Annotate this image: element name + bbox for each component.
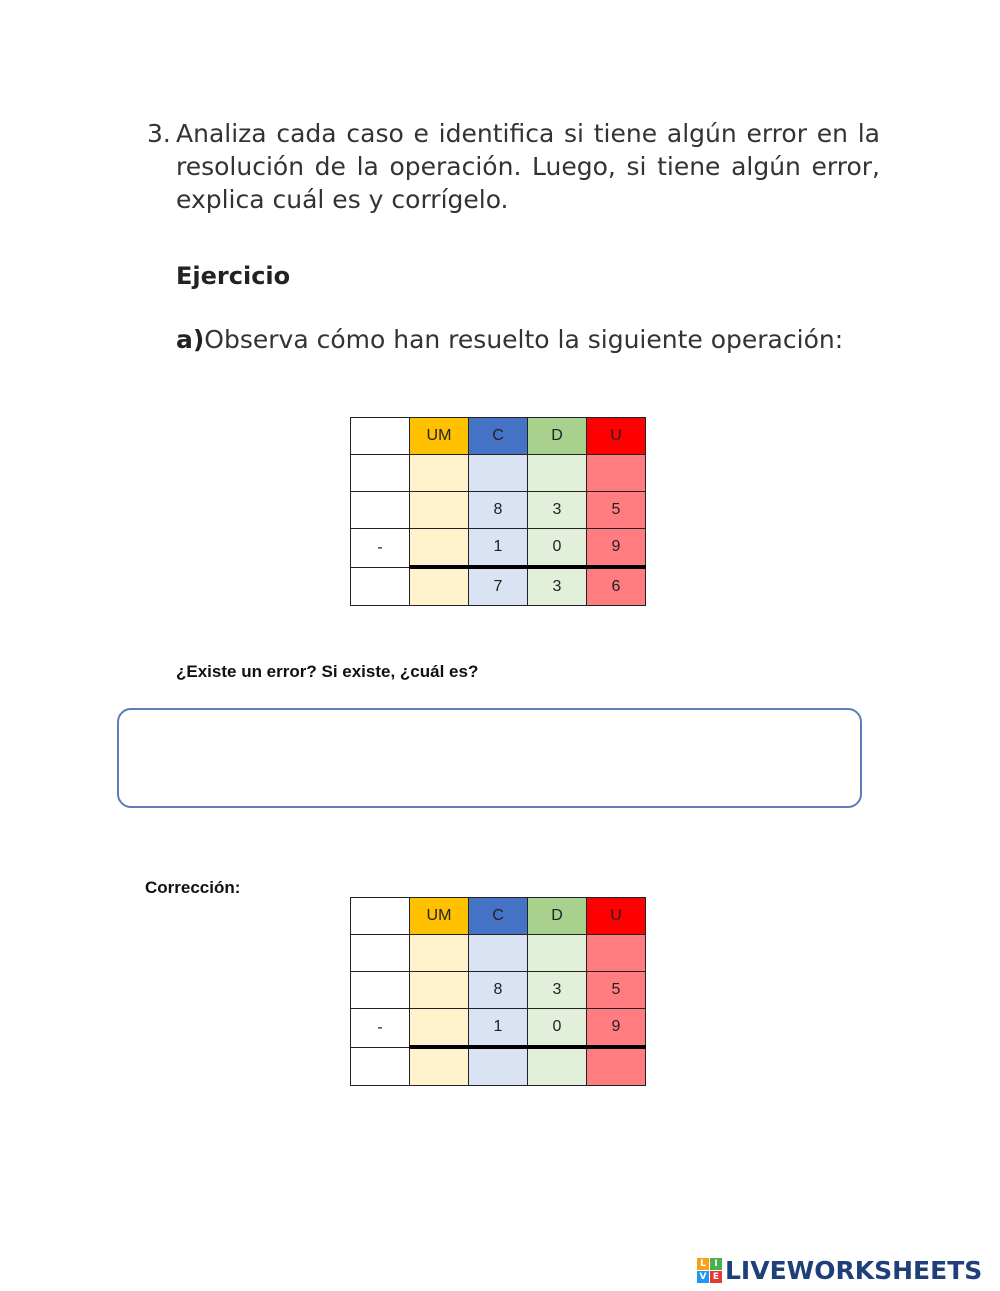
table-cell: 3: [528, 972, 587, 1009]
header-cell: [351, 418, 410, 455]
part-text: Observa cómo han resuelto la siguiente operación:: [204, 325, 844, 354]
part-prompt: [176, 325, 843, 354]
table-cell: [469, 455, 528, 492]
table-cell: [528, 455, 587, 492]
table-cell: [410, 529, 469, 568]
header-u: U: [587, 898, 646, 935]
header-um: UM: [410, 898, 469, 935]
result-row: [351, 1047, 646, 1086]
table-cell: 5: [587, 492, 646, 529]
correction-label: Corrección:: [145, 878, 241, 897]
table-cell: [410, 935, 469, 972]
subtrahend-row: [351, 529, 646, 568]
table-header-row: [351, 418, 646, 455]
answer-cell-um[interactable]: [410, 1047, 469, 1086]
table-cell: [351, 972, 410, 1009]
table-cell: 8: [469, 972, 528, 1009]
table-cell: [351, 1047, 410, 1086]
logo-letter: V: [697, 1271, 709, 1283]
table-cell: 7: [469, 567, 528, 606]
answer-cell-c[interactable]: [469, 1047, 528, 1086]
table-cell: [410, 1009, 469, 1048]
table-cell: 0: [528, 529, 587, 568]
table-cell: [587, 935, 646, 972]
exercise-number: 3.: [147, 119, 171, 148]
table-cell: 0: [528, 1009, 587, 1048]
error-question: ¿Existe un error? Si existe, ¿cuál es?: [176, 662, 479, 681]
minus-sign: -: [351, 1009, 410, 1048]
table-cell: [351, 567, 410, 606]
subtrahend-row: [351, 1009, 646, 1048]
table-cell: 1: [469, 1009, 528, 1048]
liveworksheets-logo-icon: [697, 1258, 722, 1283]
instruction-text: Analiza cada caso e identifica si tiene algún error en la resolución de la operación. Luego, si tiene algún error, explica cuál es y corrígelo.: [176, 119, 880, 214]
header-d: D: [528, 898, 587, 935]
table-cell: 3: [528, 492, 587, 529]
minuend-row: [351, 492, 646, 529]
part-label: a): [176, 325, 205, 354]
logo-letter: L: [697, 1258, 709, 1270]
header-um: UM: [410, 418, 469, 455]
table-cell: 6: [587, 567, 646, 606]
result-row: [351, 567, 646, 606]
answer-input-box[interactable]: [117, 708, 862, 808]
carry-row: [351, 455, 646, 492]
header-u: U: [587, 418, 646, 455]
header-d: D: [528, 418, 587, 455]
table-cell: [528, 935, 587, 972]
table-cell: [587, 455, 646, 492]
table-header-row: [351, 898, 646, 935]
subtraction-table: [350, 417, 646, 606]
table-cell: 9: [587, 1009, 646, 1048]
table-cell: 8: [469, 492, 528, 529]
table-cell: [410, 492, 469, 529]
header-c: C: [469, 898, 528, 935]
header-c: C: [469, 418, 528, 455]
answer-cell-u[interactable]: [587, 1047, 646, 1086]
header-cell: [351, 898, 410, 935]
table-cell: [410, 972, 469, 1009]
table-cell: [469, 935, 528, 972]
exercise-heading: Ejercicio: [176, 262, 291, 290]
table-cell: [410, 567, 469, 606]
logo-letter: E: [710, 1271, 722, 1283]
brand-name: LIVEWORKSHEETS: [725, 1255, 983, 1285]
minuend-row: [351, 972, 646, 1009]
table-cell: [351, 492, 410, 529]
answer-cell-d[interactable]: [528, 1047, 587, 1086]
logo-letter: I: [710, 1258, 722, 1270]
liveworksheets-brand: [697, 1255, 982, 1285]
correction-table: [350, 897, 646, 1086]
table-cell: [410, 455, 469, 492]
table-cell: 5: [587, 972, 646, 1009]
instruction: [147, 117, 880, 216]
table-cell: [351, 455, 410, 492]
table-cell: [351, 935, 410, 972]
minus-sign: -: [351, 529, 410, 568]
carry-row: [351, 935, 646, 972]
table-cell: 1: [469, 529, 528, 568]
table-cell: 9: [587, 529, 646, 568]
table-cell: 3: [528, 567, 587, 606]
